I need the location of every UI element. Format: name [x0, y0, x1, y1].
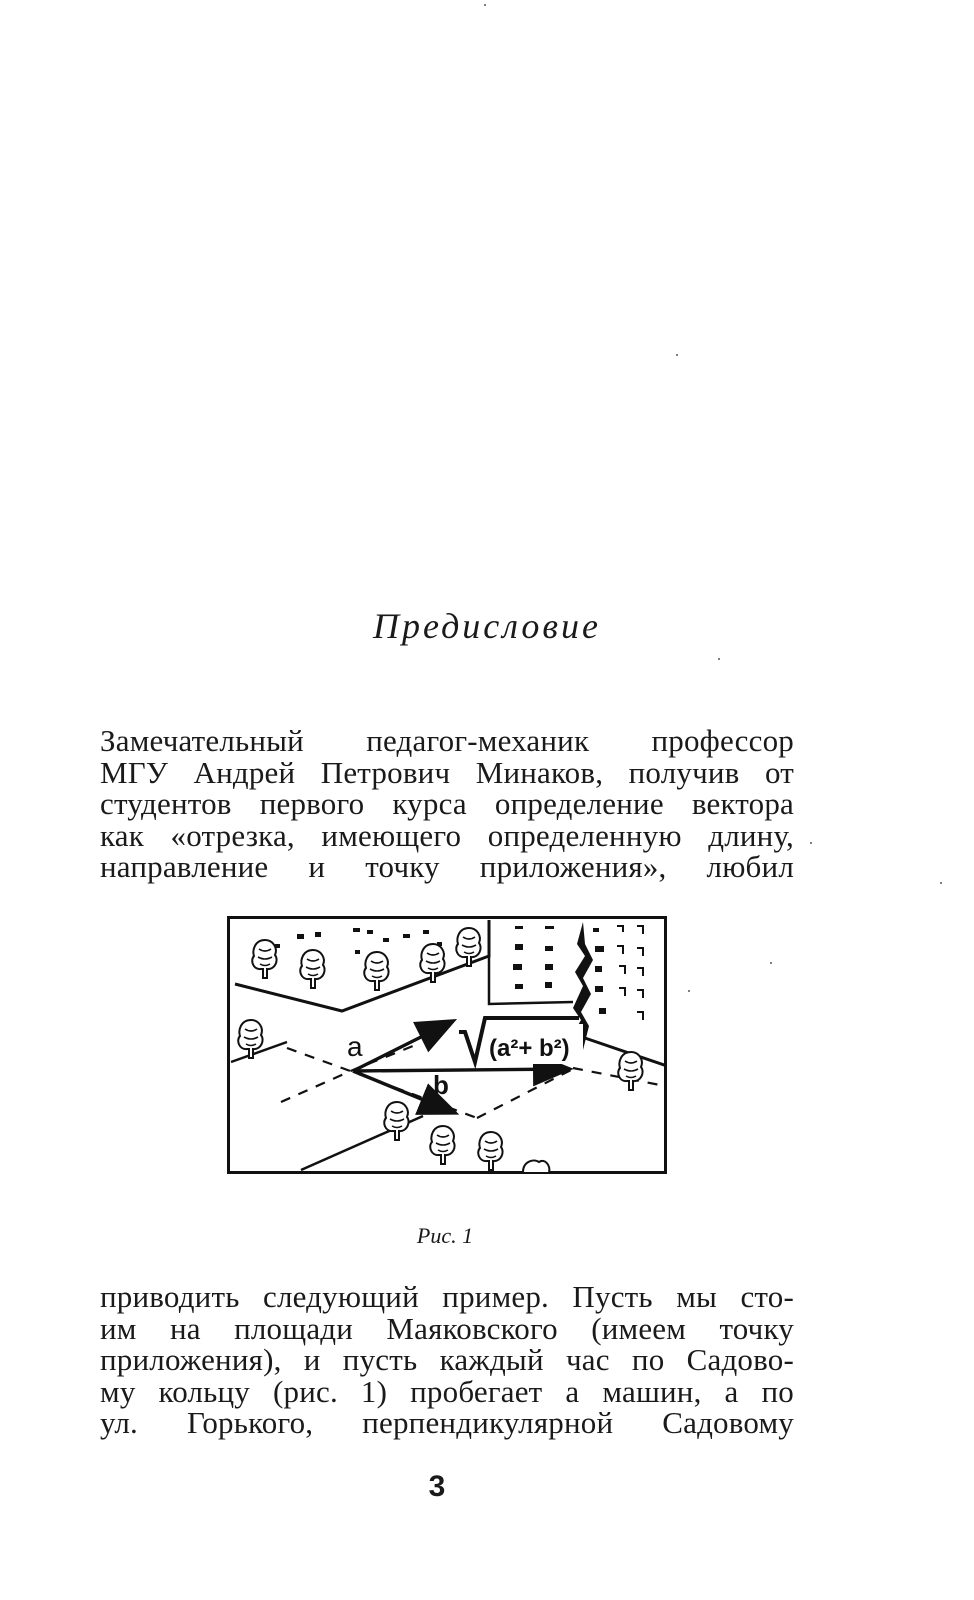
paragraph-continuation [100, 1281, 794, 1439]
text-line: приводить следующий пример. Пусть мы сто- [100, 1279, 794, 1314]
figure-caption: Рис. 1 [416, 1223, 474, 1248]
scan-speck [688, 990, 690, 992]
scan-speck [770, 962, 772, 964]
text-line: ул. Горького, перпендикулярной Садовому [100, 1405, 794, 1440]
vector-sum [353, 1069, 567, 1071]
label-b: b [433, 1070, 449, 1100]
text-line: приложения), и пусть каждый час по Садово- [100, 1342, 794, 1377]
page-number: 3 [428, 1470, 446, 1503]
scan-speck [484, 4, 486, 6]
paragraph-intro [100, 725, 794, 883]
formula-sqrt [459, 1018, 583, 1064]
text-line: как «отрезка, имеющего определенную длину, [100, 817, 794, 853]
text-line: направление и точку приложения», любил [100, 849, 794, 884]
scan-speck [940, 882, 942, 884]
label-a: a [347, 1031, 363, 1062]
scan-speck [718, 658, 720, 660]
scan-speck [676, 354, 678, 356]
text-line: им на площади Маяковского (имеем точку [100, 1310, 794, 1346]
text-line: МГУ Андрей Петрович Минаков, получив от [100, 754, 794, 790]
text-line: Замечательный педагог-механик профессор [100, 723, 794, 758]
text-line: студентов первого курса определение вектора [100, 786, 794, 821]
figure-vector-illustration [227, 916, 667, 1174]
text-line: му кольцу (рис. 1) пробегает a машин, а по [100, 1373, 794, 1409]
formula-text: (a²+ b²) [489, 1035, 570, 1062]
chapter-title: Предисловие [372, 606, 601, 646]
scan-speck [810, 842, 812, 844]
